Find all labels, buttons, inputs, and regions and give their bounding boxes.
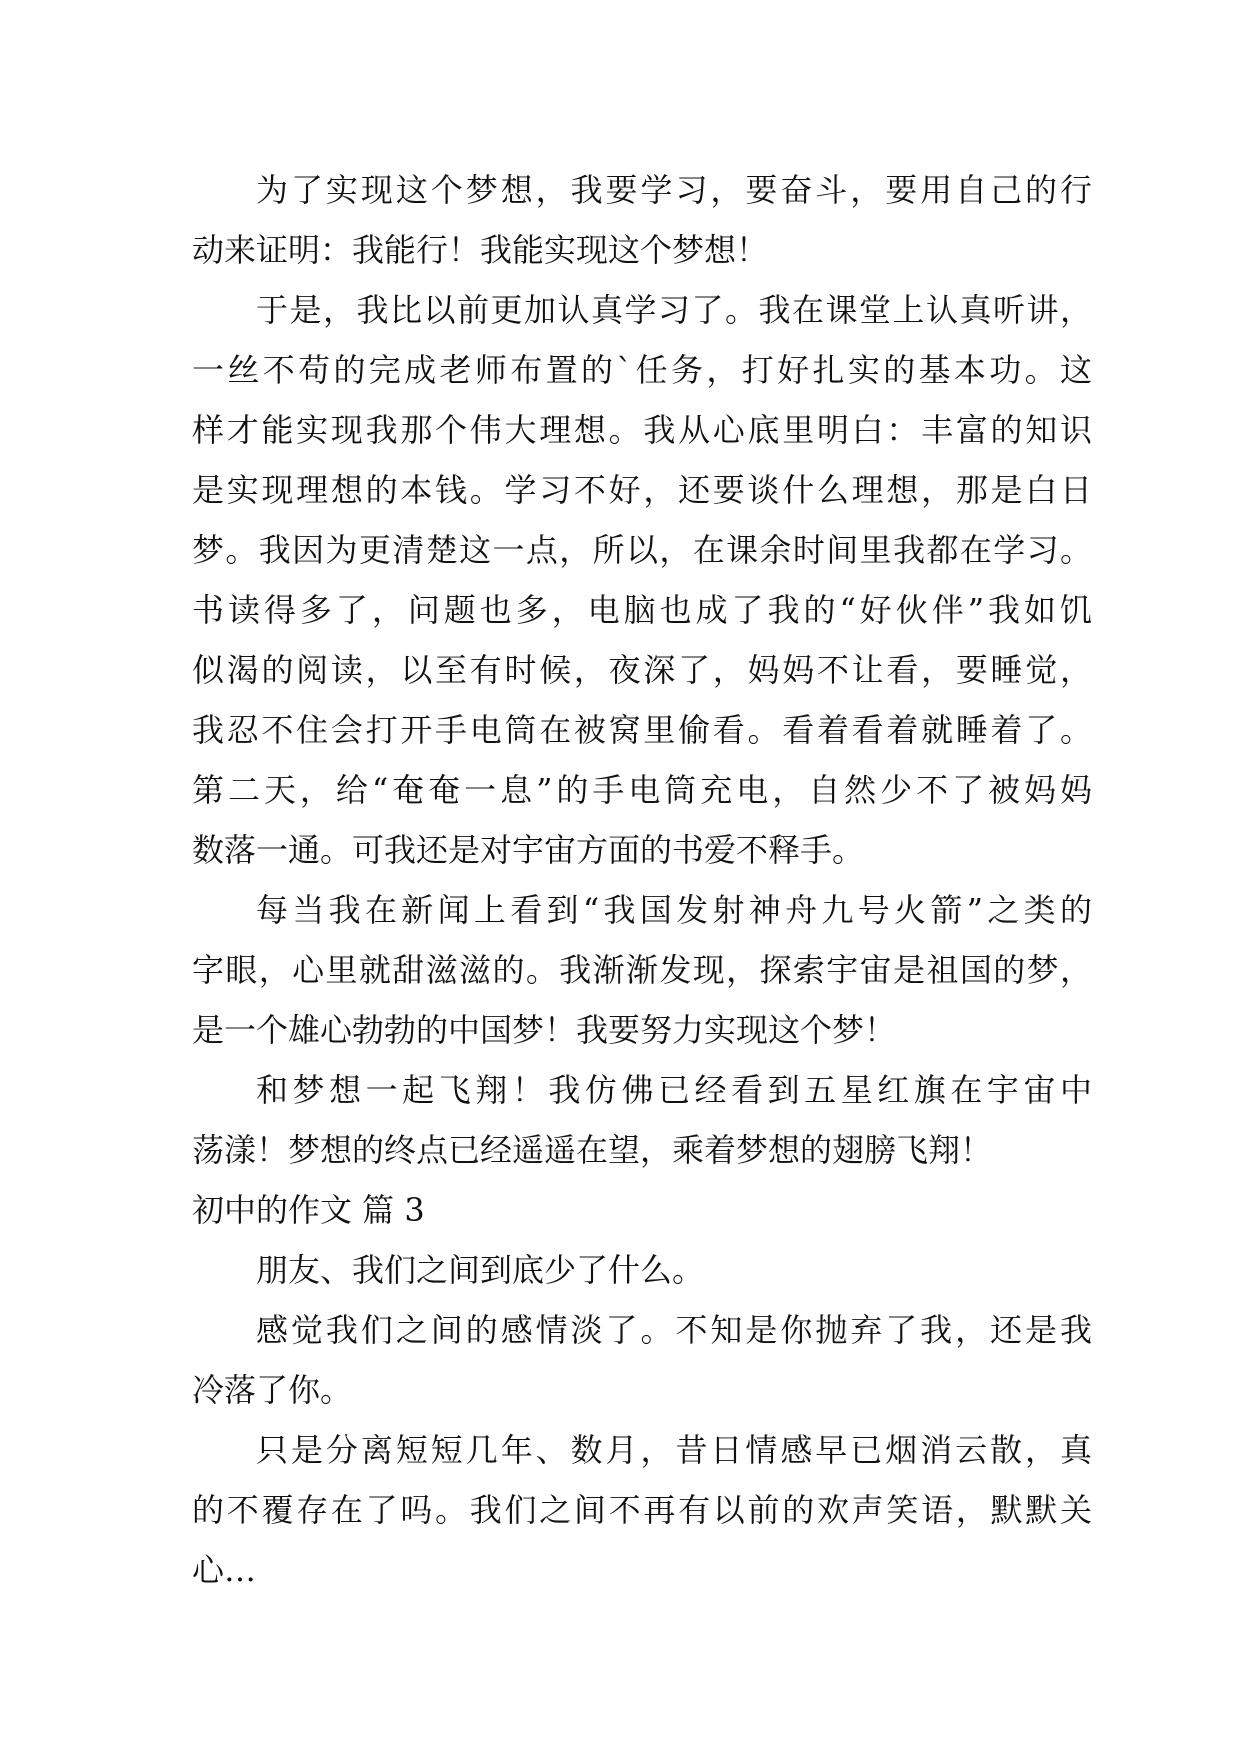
text-line: 心… [192, 1551, 257, 1589]
text-line: 书读得多了，问题也多，电脑也成了我的“好伙伴”我如饥 [192, 591, 1092, 629]
text-line: 样才能实现我那个伟大理想。我从心底里明白：丰富的知识 [192, 411, 1092, 449]
text-line: 梦。我因为更清楚这一点，所以，在课余时间里我都在学习。 [192, 531, 1092, 569]
text-line: 的不覆存在了吗。我们之间不再有以前的欢声笑语，默默关 [192, 1491, 1092, 1529]
text-line: 字眼，心里就甜滋滋的。我渐渐发现，探索宇宙是祖国的梦， [192, 951, 1092, 989]
text-line: 感觉我们之间的感情淡了。不知是你抛弃了我，还是我 [256, 1311, 1092, 1349]
text-line: 为了实现这个梦想，我要学习，要奋斗，要用自己的行 [256, 171, 1092, 209]
text-line: 于是，我比以前更加认真学习了。我在课堂上认真听讲， [256, 291, 1092, 329]
text-line: 数落一通。可我还是对宇宙方面的书爱不释手。 [192, 831, 865, 869]
section-heading: 初中的作文 篇 3 [192, 1191, 425, 1229]
text-line: 似渴的阅读，以至有时候，夜深了，妈妈不让看，要睡觉， [192, 651, 1092, 689]
text-line: 第二天，给“奄奄一息”的手电筒充电，自然少不了被妈妈 [192, 771, 1092, 809]
text-line: 是实现理想的本钱。学习不好，还要谈什么理想，那是白日 [192, 471, 1092, 509]
text-line: 每当我在新闻上看到“我国发射神舟九号火箭”之类的 [256, 891, 1092, 929]
essay-body [192, 160, 1092, 1600]
text-line: 和梦想一起飞翔！我仿佛已经看到五星红旗在宇宙中 [256, 1071, 1092, 1109]
text-line: 一丝不苟的完成老师布置的`任务，打好扎实的基本功。这 [192, 351, 1092, 389]
text-line: 我忍不住会打开手电筒在被窝里偷看。看着看着就睡着了。 [192, 711, 1092, 749]
text-line: 只是分离短短几年、数月，昔日情感早已烟消云散，真 [256, 1431, 1092, 1469]
text-line: 是一个雄心勃勃的中国梦！我要努力实现这个梦！ [192, 1011, 897, 1049]
text-line: 朋友、我们之间到底少了什么。 [256, 1251, 705, 1289]
text-line: 荡漾！梦想的终点已经遥遥在望，乘着梦想的翅膀飞翔！ [192, 1131, 993, 1169]
text-line: 冷落了你。 [192, 1371, 353, 1409]
text-line: 动来证明：我能行！我能实现这个梦想！ [192, 231, 769, 269]
